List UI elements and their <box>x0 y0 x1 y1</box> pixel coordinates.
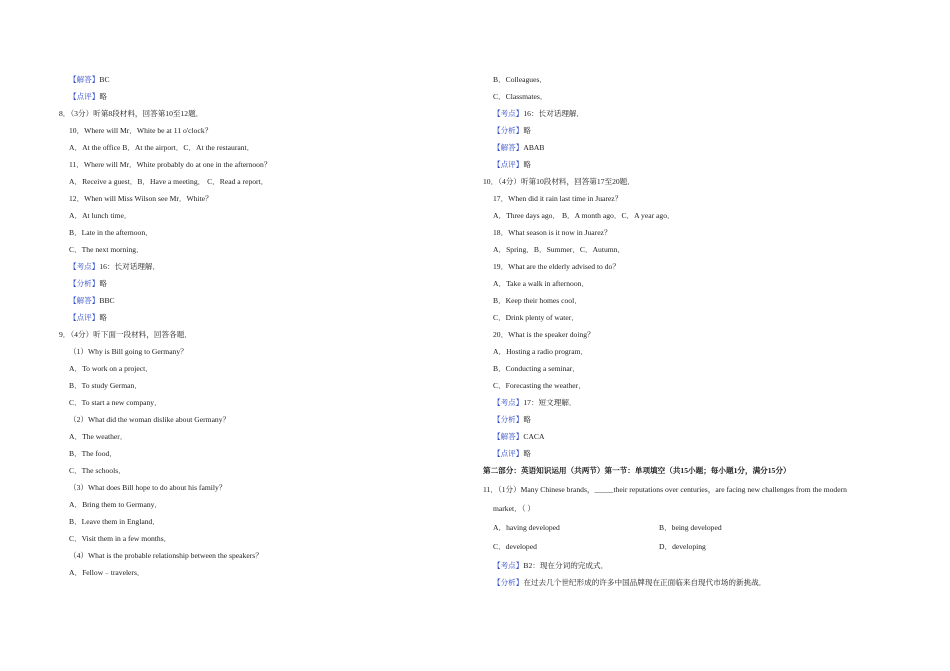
annotation-tag: 【分析】 <box>493 578 524 587</box>
annotation-text: 略 <box>523 160 531 169</box>
question-line: B．To study German． <box>69 381 142 390</box>
question-line: B．Colleagues． <box>493 75 547 84</box>
question-line: B．Keep their homes cool． <box>493 296 582 305</box>
option-b: D．developing <box>659 542 706 551</box>
right-column <box>483 73 903 593</box>
option-a: A．having developed <box>493 523 560 532</box>
annotation-text: 17：短文理解． <box>523 398 577 407</box>
annotation-line <box>483 447 903 464</box>
annotation-tag: 【解答】 <box>69 75 100 84</box>
section-heading: 第二部分：英语知识运用（共两节）第一节：单项填空（共15小题；每小题1分，满分15分） <box>483 466 791 475</box>
annotation-tag: 【点评】 <box>69 92 100 101</box>
question-line: A．Three days ago． B．A month ago．C．A year ago． <box>493 211 675 220</box>
annotation-text: 略 <box>99 279 107 288</box>
annotation-tag: 【解答】 <box>493 432 524 441</box>
question-line: C．To start a new company． <box>69 398 162 407</box>
annotation-text: ABAB <box>523 143 545 152</box>
question-line: A．Hosting a radio program． <box>493 347 589 356</box>
question-line: A．At lunch time． <box>69 211 132 220</box>
annotation-line <box>483 576 903 593</box>
question-line: （2）What did the woman dislike about Germany？ <box>69 415 231 424</box>
annotation-line <box>483 413 903 430</box>
question-line: B．Conducting a seminar． <box>493 364 580 373</box>
annotation-tag: 【解答】 <box>493 143 524 152</box>
question-line: A．Receive a guest．B．Have a meeting． C．Read a report． <box>69 177 269 186</box>
annotation-line <box>483 107 903 124</box>
annotation-tag: 【点评】 <box>493 449 524 458</box>
annotation-text: BBC <box>99 296 115 305</box>
annotation-tag: 【考点】 <box>493 109 524 118</box>
annotation-tag: 【考点】 <box>493 398 524 407</box>
question-line: A．The weather． <box>69 432 128 441</box>
question-heading: 10．（4分）听第10段材料，回答第17至20题． <box>483 177 635 186</box>
question-line: B．The food． <box>69 449 117 458</box>
annotation-line <box>483 141 903 158</box>
annotation-text: 16：长对话理解． <box>523 109 585 118</box>
question-line: （3）What does Bill hope to do about his family？ <box>69 483 227 492</box>
annotation-text: 略 <box>523 126 531 135</box>
question-continuation: market．（ ） <box>493 504 535 513</box>
question-heading: 9．（4分）听下面一段材料，回答各题． <box>59 330 192 339</box>
annotation-text: 略 <box>523 449 531 458</box>
question-line: B．Leave them in England． <box>69 517 160 526</box>
annotation-tag: 【分析】 <box>493 415 524 424</box>
question-line: C．The next morning． <box>69 245 144 254</box>
question-line: （4）What is the probable relationship between the speakers？ <box>69 551 263 560</box>
question-line: 19．What are the elderly advised to do？ <box>493 262 620 271</box>
annotation-line <box>59 260 459 277</box>
question-line: A．Spring．B．Summer．C．Autumn． <box>493 245 626 254</box>
annotation-line <box>483 559 903 576</box>
question-line: B．Late in the afternoon． <box>69 228 153 237</box>
question-line: A．Take a walk in afternoon． <box>493 279 590 288</box>
annotation-tag: 【考点】 <box>69 262 100 271</box>
question-line: 17．When did it rain last time in Juarez？ <box>493 194 623 203</box>
annotation-text: CACA <box>523 432 545 441</box>
option-a: C．developed <box>493 542 537 551</box>
option-row <box>483 521 903 540</box>
question-line: C．The schools． <box>69 466 126 475</box>
annotation-line <box>59 277 459 294</box>
question-line: A．To work on a project． <box>69 364 153 373</box>
option-row <box>483 540 903 559</box>
question-line: C．Classmates． <box>493 92 548 101</box>
annotation-tag: 【分析】 <box>493 126 524 135</box>
question-line: C．Visit them in a few months． <box>69 534 172 543</box>
annotation-line <box>483 430 903 447</box>
annotation-line <box>59 311 459 328</box>
question-line: C．Forecasting the weather． <box>493 381 586 390</box>
question-line: A．At the office B．At the airport．C．At the restaurant． <box>69 143 255 152</box>
question-line: A．Fellow﹣travelers． <box>69 568 145 577</box>
annotation-text: BC <box>99 75 110 84</box>
annotation-line <box>59 294 459 311</box>
annotation-text: 在过去几个世纪形成的许多中国品牌现在正面临来自现代市场的新挑战． <box>523 578 767 587</box>
annotation-line <box>59 90 459 107</box>
question-line: 10．Where will Mr．White be at 11 o'clock？ <box>69 126 213 135</box>
question-line: A．Bring them to Germany． <box>69 500 163 509</box>
annotation-tag: 【点评】 <box>493 160 524 169</box>
annotation-line <box>483 158 903 175</box>
annotation-tag: 【解答】 <box>69 296 100 305</box>
question-line: C．Drink plenty of water． <box>493 313 579 322</box>
option-b: B．being developed <box>659 523 722 532</box>
annotation-line <box>483 124 903 141</box>
annotation-text: 略 <box>99 92 107 101</box>
annotation-text: 略 <box>99 313 107 322</box>
question-heading: 8．（3分）听第8段材料，回答第10至12题． <box>59 109 204 118</box>
question-line: 20．What is the speaker doing？ <box>493 330 595 339</box>
question-line: 11．Where will Mr．White probably do at one in the afternoon？ <box>69 160 272 169</box>
question-heading: 11．（1分）Many Chinese brands，_____their reputations over centuries，are facing new challenges from the modern <box>483 485 847 494</box>
question-line: 18．What season is it now in Juarez？ <box>493 228 612 237</box>
question-line: （1）Why is Bill going to Germany？ <box>69 347 188 356</box>
question-line: 12．When will Miss Wilson see Mr．White？ <box>69 194 213 203</box>
annotation-tag: 【考点】 <box>493 561 524 570</box>
annotation-tag: 【点评】 <box>69 313 100 322</box>
annotation-text: 略 <box>523 415 531 424</box>
annotation-tag: 【分析】 <box>69 279 100 288</box>
annotation-line <box>59 73 459 90</box>
annotation-line <box>483 396 903 413</box>
left-column <box>59 73 459 583</box>
annotation-text: 16：长对话理解． <box>99 262 161 271</box>
annotation-text: B2：现在分词的完成式． <box>523 561 609 570</box>
